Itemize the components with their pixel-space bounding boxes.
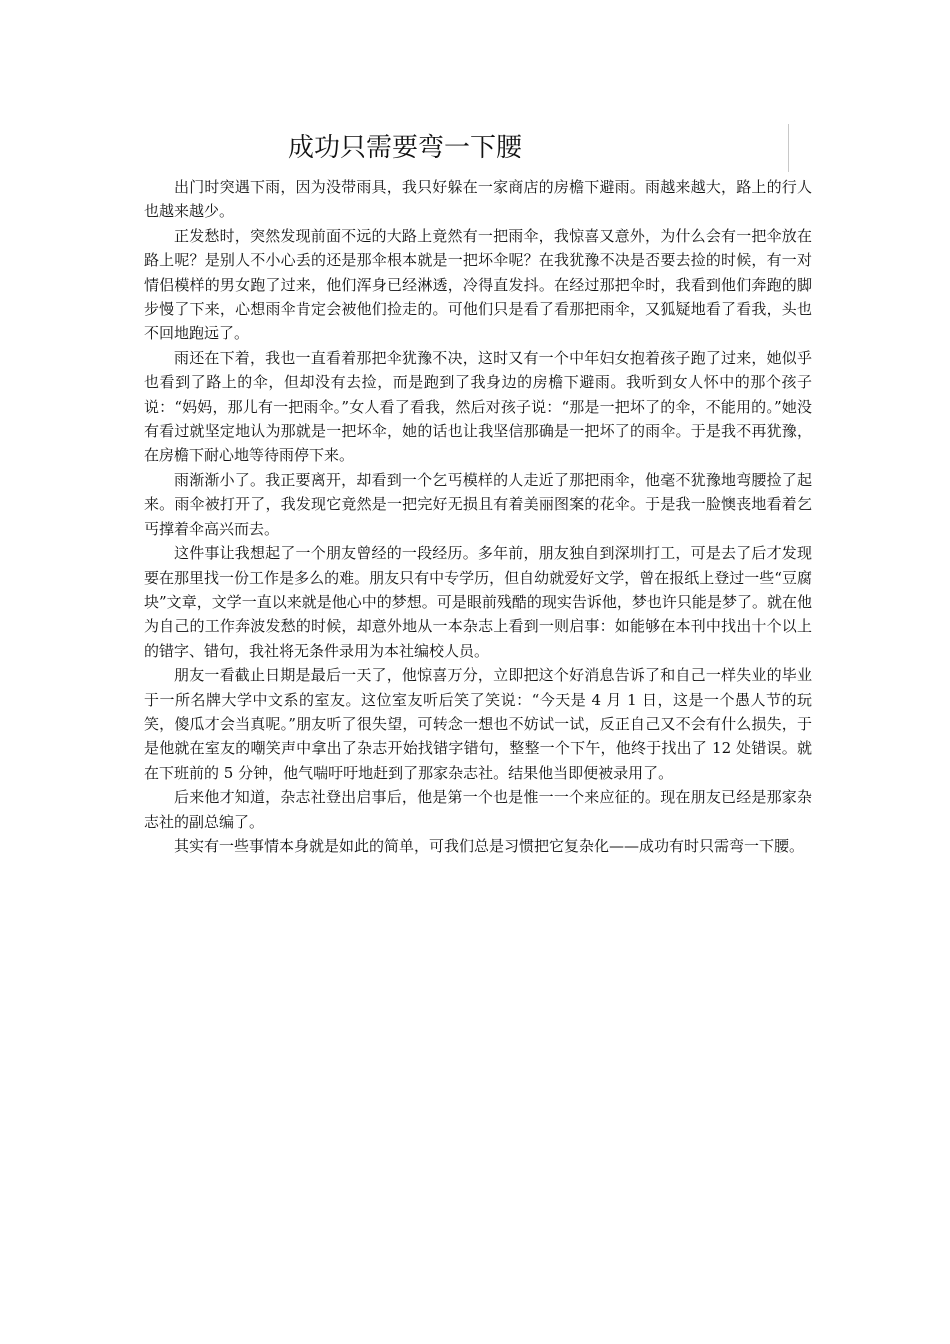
paragraph-4: 雨渐渐小了。我正要离开，却看到一个乞丐模样的人走近了那把雨伞，他毫不犹豫地弯腰捡了起来。雨伞被打开了，我发现它竟然是一把完好无损且有着美丽图案的花伞。于是我一脸懊丧地看着乞丐撑着伞高兴而去。 [144,470,812,538]
paragraph-3: 雨还在下着，我也一直看着那把伞犹豫不决，这时又有一个中年妇女抱着孩子跑了过来，她似乎也看到了路上的伞，但却没有去捡，而是跑到了我身边的房檐下避雨。我听到女人怀中的那个孩子说：“妈妈，那儿有一把雨伞。”女人看了看我，然后对孩子说：“那是一把坏了的伞，不能用的。”她没有看过就坚定地认为那就是一把坏伞，她的话也让我坚信那确是一把坏了的雨伞。于是我不再犹豫，在房檐下耐心地等待雨停下来。 [144,348,812,465]
paragraph-6: 朋友一看截止日期是最后一天了，他惊喜万分，立即把这个好消息告诉了和自己一样失业的毕业于一所名牌大学中文系的室友。这位室友听后笑了笑说：“今天是 4 月 1 日，这是一个愚人节的玩笑，傻瓜才会当真呢。”朋友听了很失望，可转念一想也不妨试一试，反正自己又不会有什么损失，于是他就在室友的嘲笑声中拿出了杂志开始找错字错句，整整一个下午，他终于找出了 12 处错误。就在下班前的 5 分钟，他气喘吁吁地赶到了那家杂志社。结果他当即便被录用了。 [144,666,812,782]
paragraph-1: 出门时突遇下雨，因为没带雨具，我只好躲在一家商店的房檐下避雨。雨越来越大，路上的行人也越来越少。 [144,178,812,221]
paragraph-5: 这件事让我想起了一个朋友曾经的一段经历。多年前，朋友独自到深圳打工，可是去了后才发现要在那里找一份工作是多么的难。朋友只有中专学历，但自幼就爱好文学，曾在报纸上登过一些“豆腐块”文章，文学一直以来就是他心中的梦想。可是眼前残酷的现实告诉他，梦也许只能是梦了。就在他为自己的工作奔波发愁的时候，却意外地从一本杂志上看到一则启事：如能够在本刊中找出十个以上的错字、错句，我社将无条件录用为本社编校人员。 [144,544,812,660]
document-body [144,175,812,858]
paragraph-2: 正发愁时，突然发现前面不远的大路上竟然有一把雨伞，我惊喜又意外，为什么会有一把伞放在路上呢？是别人不小心丢的还是那伞根本就是一把坏伞呢？在我犹豫不决是否要去捡的时候，有一对情侣模样的男女跑了过来，他们浑身已经淋透，冷得直发抖。在经过那把伞时，我看到他们奔跑的脚步慢了下来，心想雨伞肯定会被他们捡走的。可他们只是看了看那把雨伞，又狐疑地看了看我，头也不回地跑远了。 [144,226,812,343]
document-title: 成功只需要弯一下腰 [288,133,523,163]
margin-rule [788,124,789,172]
paragraph-8: 其实有一些事情本身就是如此的简单，可我们总是习惯把它复杂化——成功有时只需弯一下腰。 [174,836,805,855]
paragraph-7: 后来他才知道，杂志社登出启事后，他是第一个也是惟一一个来应征的。现在朋友已经是那家杂志社的副总编了。 [144,788,812,831]
